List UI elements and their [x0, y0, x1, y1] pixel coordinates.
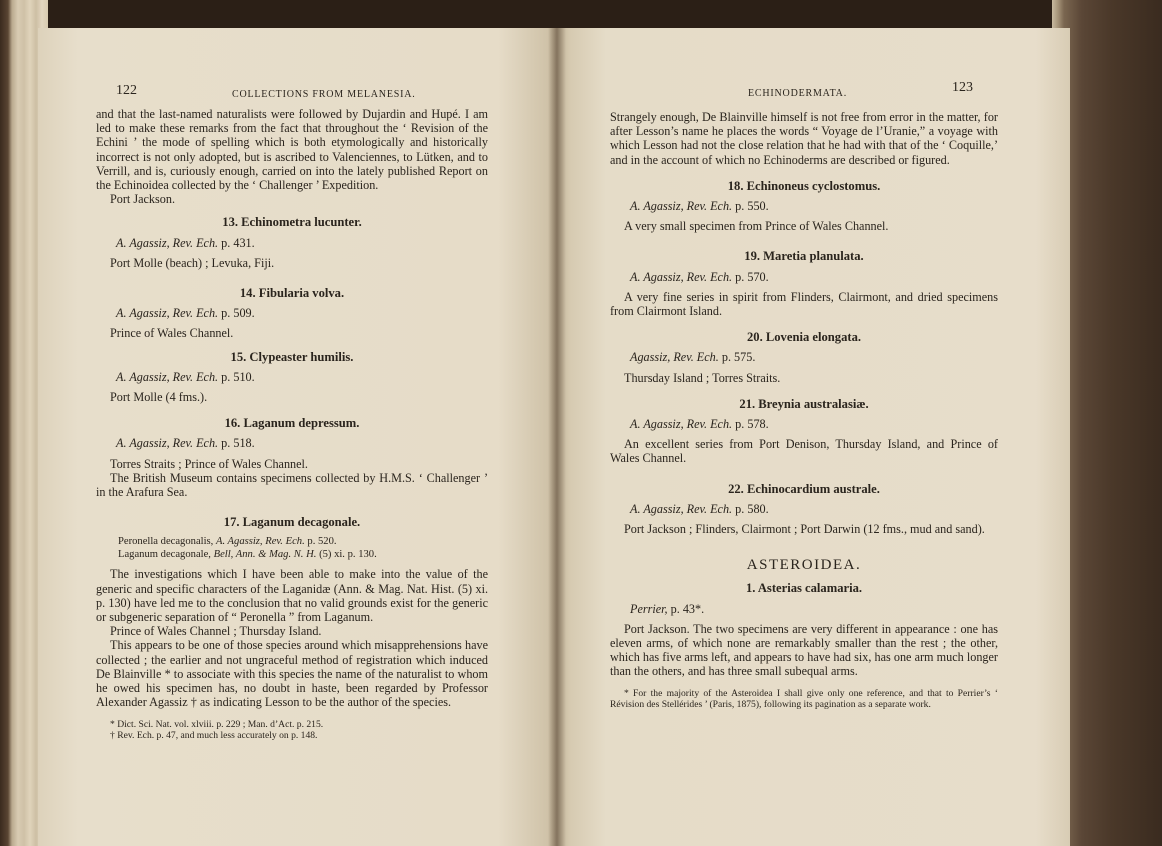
species-20-title: 20. Lovenia elongata.	[746, 330, 862, 345]
syn-page: (5) xi. p. 130.	[319, 549, 377, 561]
species-16-title: 16. Laganum depressum.	[224, 416, 360, 431]
species-15-ref	[96, 370, 488, 384]
syn-page: p. 520.	[307, 536, 337, 548]
ref-author: A. Agassiz, Rev. Ech.	[116, 369, 219, 384]
species-19-ref	[610, 270, 998, 284]
species-14-locality: Prince of Wales Channel.	[110, 326, 234, 341]
species-13-ref	[96, 236, 488, 250]
left-column	[96, 107, 488, 742]
ref-author: Agassiz, Rev. Ech.	[630, 350, 719, 365]
ref-page: p. 580.	[735, 501, 769, 516]
species-17-title: 17. Laganum decagonale.	[223, 515, 361, 530]
left-page-number: 122	[116, 83, 137, 98]
ref-page: p. 578.	[735, 417, 769, 432]
species-19-title: 19. Maretia planulata.	[744, 249, 864, 264]
ref-author: A. Agassiz, Rev. Ech.	[116, 235, 219, 250]
asteroidea-heading: ASTEROIDEA.	[746, 557, 862, 574]
ref-author: A. Agassiz, Rev. Ech.	[116, 436, 219, 451]
species-22-title: 22. Echinocardium australe.	[728, 481, 880, 496]
asteroid-1-title: 1. Asterias calamaria.	[745, 581, 863, 596]
right-column	[610, 110, 998, 711]
species-21-locality: An excellent series from Port Denison, Thursday Island, and Prince of Wales Channel.	[610, 437, 998, 466]
ref-author: A. Agassiz, Rev. Ech.	[630, 269, 733, 284]
species-16-note: The British Museum contains specimens collected by H.M.S. ‘ Challenger ’ in the Arafura Sea.	[96, 470, 488, 500]
right-running-head: ECHINODERMATA.	[748, 88, 848, 99]
species-17-para-2: Prince of Wales Channel ; Thursday Island.	[110, 624, 322, 639]
species-13-title: 13. Echinometra lucunter.	[222, 215, 362, 230]
species-18-locality: A very small specimen from Prince of Wales Channel.	[624, 219, 889, 234]
ref-author: Perrier,	[630, 601, 668, 616]
asteroid-1-ref	[610, 602, 998, 616]
species-19-locality: A very fine series in spirit from Flinders, Clairmont, and dried specimens from Clairmont Island.	[610, 289, 998, 319]
ref-page: p. 575.	[721, 350, 756, 365]
syn-name: Peronella decagonalis,	[118, 536, 214, 548]
species-20-ref	[610, 350, 998, 364]
species-20-locality: Thursday Island ; Torres Straits.	[624, 370, 781, 385]
ref-author: A. Agassiz, Rev. Ech.	[630, 199, 733, 214]
left-running-head: COLLECTIONS FROM MELANESIA.	[232, 89, 416, 100]
syn-ref: A. Agassiz, Rev. Ech.	[215, 536, 305, 548]
species-17-synonym-2	[96, 548, 488, 561]
right-page-number: 123	[952, 80, 973, 95]
right-footnote: * For the majority of the Asteroidea I shall give only one reference, and that to Perrier’s ‘ Révision des Stellérides ’ (Paris, 1875), following its pagination as a separate work.	[610, 687, 998, 711]
species-18-title: 18. Echinoneus cyclostomus.	[727, 178, 881, 193]
species-22-locality: Port Jackson ; Flinders, Clairmont ; Port Darwin (12 fms., mud and sand).	[624, 522, 985, 537]
species-17-synonym-1	[96, 535, 488, 548]
species-15-title: 15. Clypeaster humilis.	[230, 349, 354, 364]
species-17-para-1: The investigations which I have been able to make into the value of the generic and specific characters of the Laganidæ (Ann. & Mag. Nat. Hist. (5) xi. p. 130) have led me to the conclusion that no valid grounds exist for the generic or subgeneric separation of “ Peronella ” from Laganum.	[96, 567, 488, 625]
ref-author: A. Agassiz, Rev. Ech.	[630, 417, 733, 432]
left-footnote-1: * Dict. Sci. Nat. vol. xlviii. p. 229 ; Man. d’Act. p. 215.	[110, 718, 324, 730]
ref-page: p. 509.	[221, 306, 255, 321]
left-footnote-2: † Rev. Ech. p. 47, and much less accurately on p. 148.	[110, 730, 318, 742]
ref-page: p. 431.	[221, 235, 255, 250]
syn-name: Laganum decagonale,	[118, 549, 211, 561]
ref-author: A. Agassiz, Rev. Ech.	[116, 306, 219, 321]
species-15-locality: Port Molle (4 fms.).	[110, 390, 208, 405]
left-intro: and that the last-named naturalists were followed by Dujardin and Hupé. I am led to make these remarks from the fact that throughout the ‘ Revision of the Echini ’ the mode of spelling which is both etymologically and historically incorrect is not only adopted, but is ascribed to Valenciennes, to Lütken, and to Verrill, and is, curiously enough, carried on into the lately published Report on the Echinoidea collected by the ‘ Challenger ’ Expedition.	[96, 107, 488, 193]
right-intro: Strangely enough, De Blainville himself is not free from error in the matter, for after Lesson’s name he places the words “ Voyage de l’Uranie,” a voyage with which Lesson had not the close relation that he had with that of the ‘ Coquille,’ and in the account of which no Echinoderms are described or figured.	[610, 110, 998, 167]
ref-page: p. 570.	[735, 269, 769, 284]
syn-ref: Bell, Ann. & Mag. N. H.	[213, 549, 317, 561]
left-intro-end: Port Jackson.	[110, 192, 175, 207]
species-13-locality: Port Molle (beach) ; Levuka, Fiji.	[110, 255, 275, 270]
ref-page: p. 518.	[221, 436, 255, 451]
ref-page: p. 510.	[221, 369, 255, 384]
species-14-ref	[96, 306, 488, 320]
book-gutter	[548, 28, 566, 846]
ref-page: p. 550.	[735, 199, 769, 214]
species-16-locality: Torres Straits ; Prince of Wales Channel.	[110, 456, 308, 471]
species-18-ref	[610, 199, 998, 213]
asteroid-1-locality: Port Jackson. The two specimens are very different in appearance : one has eleven arms, of which none are remarkably smaller than the rest ; the other, which has five arms left, and appears to have had six, has one arm much longer than the others, and has three small subequal arms.	[610, 621, 998, 679]
ref-page: p. 43*.	[670, 601, 705, 616]
species-21-ref	[610, 417, 998, 431]
species-14-title: 14. Fibularia volva.	[239, 286, 345, 301]
species-22-ref	[610, 502, 998, 516]
species-16-ref	[96, 436, 488, 450]
ref-author: A. Agassiz, Rev. Ech.	[630, 501, 733, 516]
species-21-title: 21. Breynia australasiæ.	[739, 396, 869, 411]
species-17-para-3: This appears to be one of those species around which misapprehensions have collected ; the earlier and not ungraceful method of registration which induced De Blainville * to associate with this species the name of the naturalist to whom he owed his specimen has, no doubt in haste, been regarded by Professor Alexander Agassiz † as indicating Lesson to be the author of the species.	[96, 638, 488, 710]
